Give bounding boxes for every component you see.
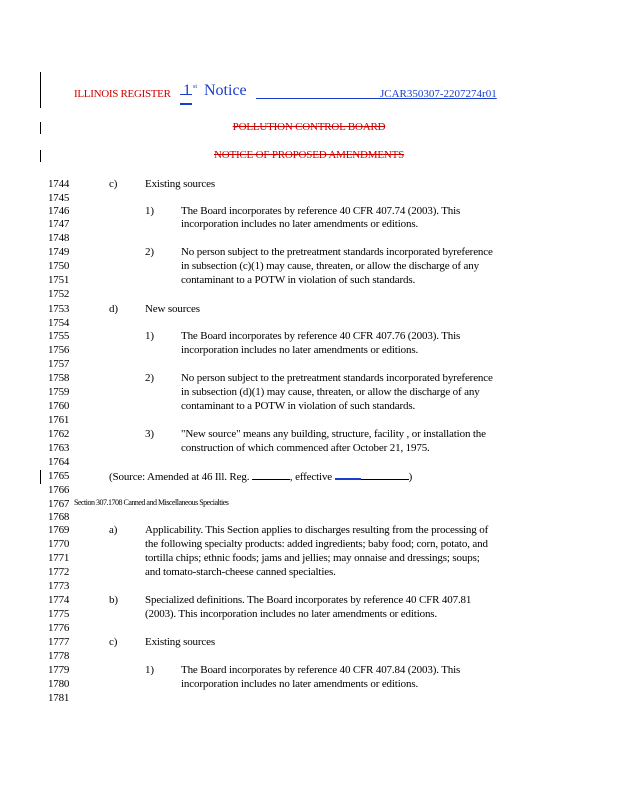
line-number: 1760 (48, 400, 70, 412)
paragraph-text: incorporation includes no later amendments or editions. (181, 344, 419, 356)
double-underline-mark (180, 94, 192, 104)
subsection-label: c) (109, 636, 118, 648)
paragraph-text: incorporation includes no later amendments or editions. (181, 218, 419, 230)
paragraph-text: contaminant to a POTW in violation of such standards. (181, 274, 416, 286)
blank-line (252, 471, 290, 480)
line-number: 1781 (48, 692, 70, 704)
paragraph-text: in subsection (c)(1) may cause, threaten, or allow the discharge of any (181, 260, 479, 272)
line-number: 1767 (48, 498, 70, 510)
line-number: 1748 (48, 232, 70, 244)
subsection-label: a) (109, 524, 118, 536)
line-number: 1775 (48, 608, 70, 620)
line-number: 1747 (48, 218, 70, 230)
subsection-heading: New sources (145, 303, 200, 315)
paragraph-label: 1) (145, 664, 154, 676)
line-number: 1762 (48, 428, 70, 440)
line-number: 1744 (48, 178, 70, 190)
line-number: 1753 (48, 303, 70, 315)
register-name: ILLINOIS REGISTER (74, 88, 171, 100)
line-number: 1758 (48, 372, 70, 384)
subsection-heading: Existing sources (145, 178, 216, 190)
line-number: 1771 (48, 552, 70, 564)
change-bar (40, 72, 41, 108)
paragraph-text: No person subject to the pretreatment standards incorporated byreference (181, 372, 493, 384)
paragraph-label: 3) (145, 428, 154, 440)
paragraph-text: Specialized definitions. The Board incorporates by reference 40 CFR 407.81 (145, 594, 472, 606)
line-number: 1751 (48, 274, 70, 286)
line-number: 1774 (48, 594, 70, 606)
subsection-label: d) (109, 303, 118, 315)
line-number: 1749 (48, 246, 70, 258)
line-number: 1766 (48, 484, 70, 496)
paragraph-text: (2003). This incorporation includes no later amendments or editions. (145, 608, 438, 620)
paragraph-text: the following specialty products: added ingredients; baby food; corn, potato, and (145, 538, 488, 550)
line-number: 1750 (48, 260, 70, 272)
notice-title: NOTICE OF PROPOSED AMENDMENTS (213, 149, 405, 161)
change-bar (40, 470, 41, 484)
double-underline-mark (180, 104, 192, 105)
line-number: 1768 (48, 511, 70, 523)
line-number: 1769 (48, 524, 70, 536)
subsection-label: c) (109, 178, 118, 190)
subsection-heading: Existing sources (145, 636, 216, 648)
line-number: 1757 (48, 358, 70, 370)
paragraph-text: No person subject to the pretreatment standards incorporated byreference (181, 246, 493, 258)
paragraph-text: construction of which commenced after October 21, 1975. (181, 442, 430, 454)
line-number: 1770 (48, 538, 70, 550)
register-header (74, 84, 518, 106)
paragraph-label: 1) (145, 330, 154, 342)
paragraph-text: The Board incorporates by reference 40 CFR 407.74 (2003). This (181, 205, 461, 217)
section-heading: Section 307.1708 Canned and Miscellaneous Specialties (74, 498, 229, 507)
paragraph-text: The Board incorporates by reference 40 CFR 407.76 (2003). This (181, 330, 461, 342)
paragraph-text: contaminant to a POTW in violation of such standards. (181, 400, 416, 412)
jcar-code: JCAR350307-2207274r01 (380, 88, 497, 100)
agency-title: POLLUTION CONTROL BOARD (232, 121, 386, 133)
paragraph-text: in subsection (d)(1) may cause, threaten, or allow the discharge of any (181, 386, 480, 398)
paragraph-text: Applicability. This Section applies to discharges resulting from the processing of (145, 524, 489, 536)
line-number: 1763 (48, 442, 70, 454)
paragraph-text: incorporation includes no later amendments or editions. (181, 678, 419, 690)
line-number: 1779 (48, 664, 70, 676)
paragraph-text: The Board incorporates by reference 40 CFR 407.84 (2003). This (181, 664, 461, 676)
subsection-label: b) (109, 594, 118, 606)
blank-line (361, 471, 409, 480)
line-number: 1752 (48, 288, 70, 300)
line-number: 1777 (48, 636, 70, 648)
line-number: 1776 (48, 622, 70, 634)
line-number: 1759 (48, 386, 70, 398)
inserted-blank (335, 470, 361, 480)
notice-label: Notice (204, 82, 247, 99)
paragraph-label: 2) (145, 372, 154, 384)
notice-number-suffix: st (193, 84, 198, 90)
line-number: 1772 (48, 566, 70, 578)
line-number: 1764 (48, 456, 70, 468)
line-number: 1761 (48, 414, 70, 426)
line-number: 1780 (48, 678, 70, 690)
line-number: 1745 (48, 192, 70, 204)
line-number: 1756 (48, 344, 70, 356)
line-number: 1773 (48, 580, 70, 592)
line-number: 1754 (48, 317, 70, 329)
line-number: 1755 (48, 330, 70, 342)
paragraph-text: and tomato-starch-cheese canned specialties. (145, 566, 336, 578)
paragraph-label: 1) (145, 205, 154, 217)
notice-number: 1 (183, 82, 191, 99)
paragraph-text: tortilla chips; ethnic foods; jams and jellies; may onnaise and dressings; soups; (145, 552, 480, 564)
paragraph-text: "New source" means any building, structure, facility , or installation the (181, 428, 486, 440)
line-number: 1778 (48, 650, 70, 662)
source-note: (Source: Amended at 46 Ill. Reg. , effective ) (109, 471, 413, 483)
paragraph-label: 2) (145, 246, 154, 258)
line-number: 1746 (48, 205, 70, 217)
line-number: 1765 (48, 470, 70, 482)
